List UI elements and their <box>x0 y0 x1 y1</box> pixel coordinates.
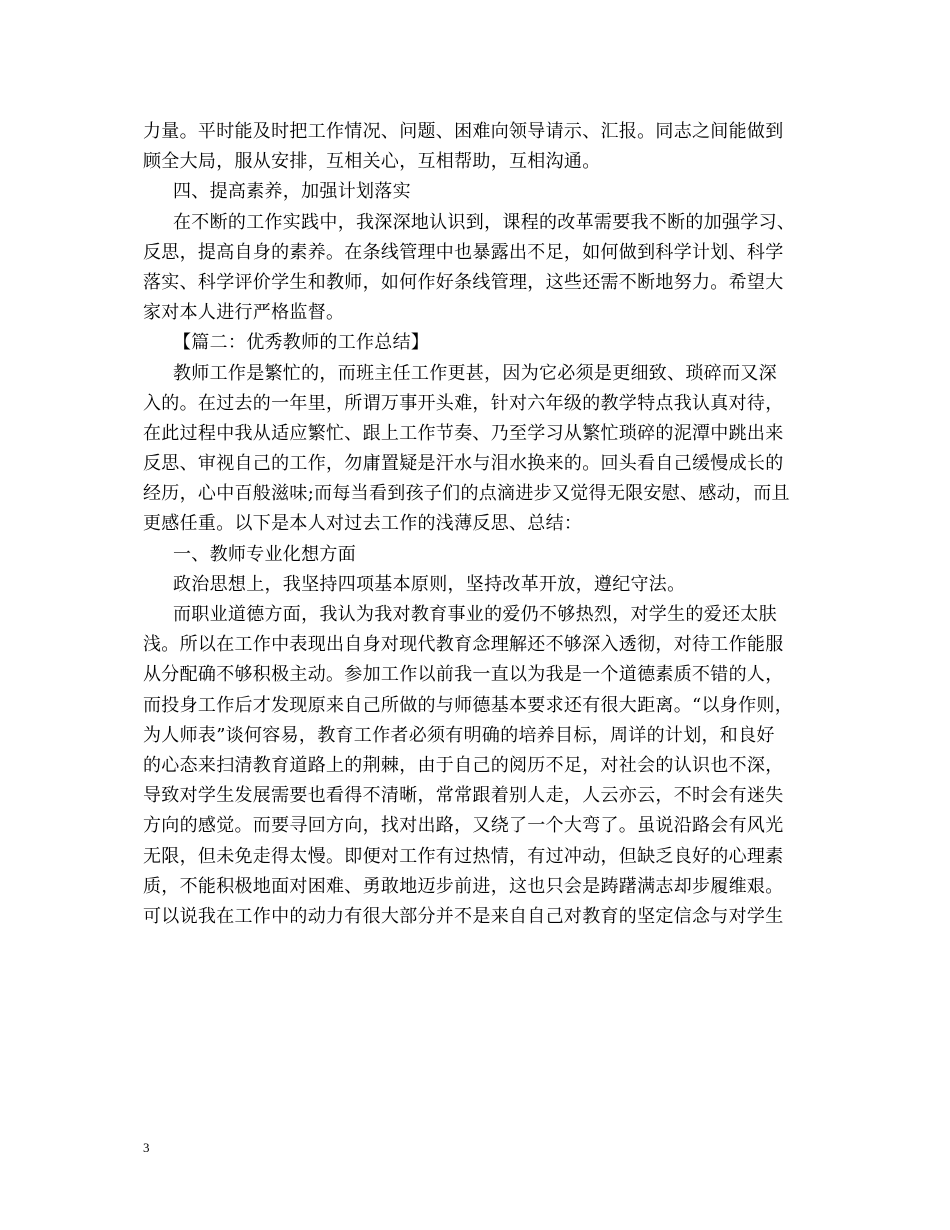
document-body <box>143 117 803 932</box>
text-line: 四、提高素养，加强计划落实 <box>173 181 411 203</box>
text-line: 入的。在过去的一年里，所谓万事开头难，针对六年级的教学特点我认真对待， <box>143 392 784 414</box>
text-line: 更感任重。以下是本人对过去工作的浅薄反思、总结： <box>143 513 583 535</box>
text-line: 力量。平时能及时把工作情况、问题、困难向领导请示、汇报。同志之间能做到 <box>143 121 784 142</box>
text-line: 浅。所以在工作中表现出自身对现代教育念理解还不够深入透彻，对待工作能服 <box>143 634 784 656</box>
text-line: 反思，提高自身的素养。在条线管理中也暴露出不足，如何做到科学计划、科学 <box>143 241 784 263</box>
text-line: 反思、审视自己的工作，勿庸置疑是汗水与泪水换来的。回头看自己缓慢成长的 <box>143 453 784 475</box>
text-line: 落实、科学评价学生和教师，如何作好条线管理，这些还需不断地努力。希望大 <box>143 271 784 293</box>
text-line: 【篇二：优秀教师的工作总结】 <box>173 332 430 354</box>
text-line: 一、教师专业化想方面 <box>173 543 356 565</box>
text-line: 顾全大局，服从安排，互相关心，互相帮助，互相沟通。 <box>143 151 601 173</box>
text-line: 的心态来扫清教育道路上的荆棘，由于自己的阅历不足，对社会的认识也不深， <box>143 754 784 776</box>
text-line: 政治思想上，我坚持四项基本原则，坚持改革开放，遵纪守法。 <box>173 573 686 595</box>
text-line: 导致对学生发展需要也看得不清晰，常常跟着别人走，人云亦云，不时会有迷失 <box>143 785 784 807</box>
text-line: 而职业道德方面，我认为我对教育事业的爱仍不够热烈，对学生的爱还太肤 <box>173 604 777 625</box>
page-number: 3 <box>143 1140 150 1155</box>
text-line: 家对本人进行严格监督。 <box>143 302 345 324</box>
text-line: 从分配确不够积极主动。参加工作以前我一直以为我是一个道德素质不错的人， <box>143 664 784 686</box>
text-line: 方向的感觉。而要寻回方向，找对出路，又绕了一个大弯了。虽说沿路会有风光 <box>143 815 784 837</box>
text-line: 可以说我在工作中的动力有很大部分并不是来自自己对教育的坚定信念与对学生 <box>143 905 784 927</box>
text-line: 在不断的工作实践中，我深深地认识到，课程的改革需要我不断的加强学习、 <box>173 211 796 233</box>
text-line: 而投身工作后才发现原来自己所做的与师德基本要求还有很大距离。“以身作则， <box>143 694 793 716</box>
text-line: 在此过程中我从适应繁忙、跟上工作节奏、乃至学习从繁忙琐碎的泥潭中跳出来 <box>143 422 784 444</box>
text-line: 教师工作是繁忙的，而班主任工作更甚，因为它必须是更细致、琐碎而又深 <box>173 362 777 384</box>
text-line: 质，不能积极地面对困难、勇敢地迈步前进，这也只会是踌躇满志却步履维艰。 <box>143 875 784 897</box>
text-line: 无限，但未免走得太慢。即便对工作有过热情，有过冲动，但缺乏良好的心理素 <box>143 845 784 867</box>
text-line: 经历，心中百般滋味;而每当看到孩子们的点滴进步又觉得无限安慰、感动，而且 <box>143 483 790 505</box>
text-line: 为人师表”谈何容易，教育工作者必须有明确的培养目标，周详的计划，和良好 <box>143 724 775 746</box>
